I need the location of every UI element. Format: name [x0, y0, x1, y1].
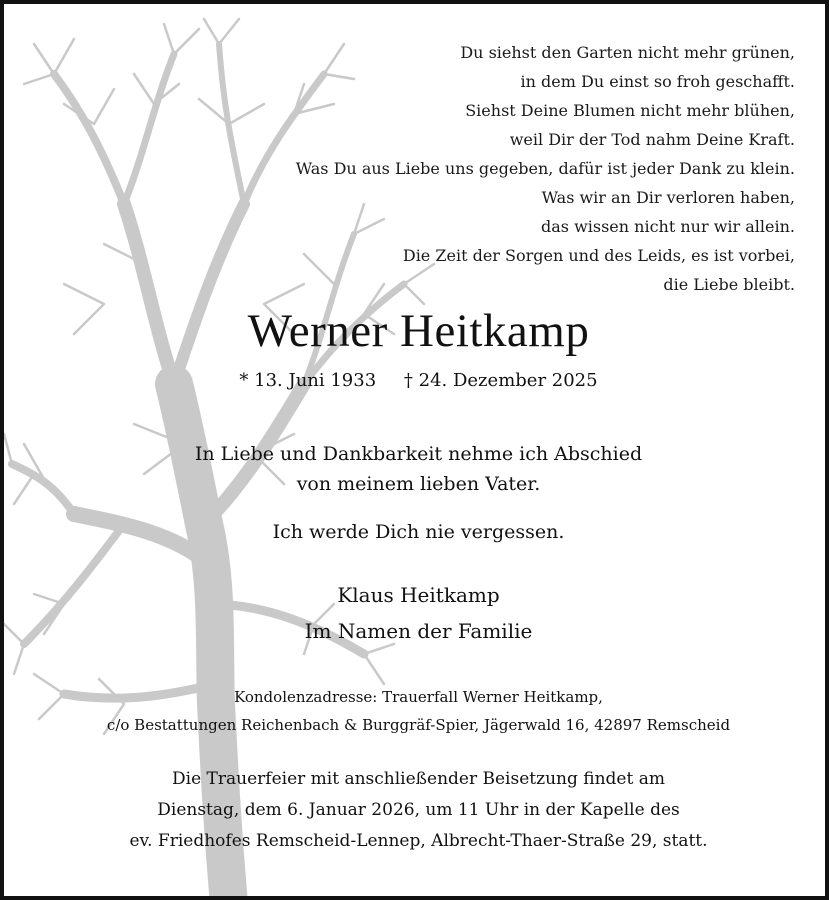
farewell-text	[4, 439, 829, 499]
never-forget-text: Ich werde Dich nie vergessen.	[272, 521, 565, 543]
poem-line: das wissen nicht nur wir allein.	[540, 217, 795, 236]
signer-name: Klaus Heitkamp	[337, 583, 500, 607]
farewell-line: In Liebe und Dankbarkeit nehme ich Abschied	[194, 443, 643, 465]
poem-line: Was wir an Dir verloren haben,	[541, 188, 795, 207]
poem-line: weil Dir der Tod nahm Deine Kraft.	[509, 130, 795, 149]
poem-line: Du siehst den Garten nicht mehr grünen,	[460, 43, 795, 62]
service-line: Dienstag, dem 6. Januar 2026, um 11 Uhr in der Kapelle des	[157, 800, 680, 820]
condolence-line: c/o Bestattungen Reichenbach & Burggräf-Spier, Jägerwald 16, 42897 Remscheid	[106, 716, 731, 734]
farewell-line: von meinem lieben Vater.	[296, 473, 541, 495]
service-line: Die Trauerfeier mit anschließender Beisetzung findet am	[172, 769, 665, 789]
poem-line: in dem Du einst so froh geschafft.	[520, 72, 795, 91]
condolence-address	[4, 683, 829, 739]
signers	[4, 577, 829, 649]
poem-line: Die Zeit der Sorgen und des Leids, es ist vorbei,	[402, 246, 795, 265]
birth-date: * 13. Juni 1933	[239, 370, 377, 391]
service-line: ev. Friedhofes Remscheid-Lennep, Albrecht-Thaer-Straße 29, statt.	[129, 831, 708, 851]
signer-family: Im Namen der Familie	[304, 619, 533, 643]
poem-line: Siehst Deine Blumen nicht mehr blühen,	[465, 101, 795, 120]
poem	[296, 38, 795, 299]
poem-line: die Liebe bleibt.	[663, 275, 795, 294]
deceased-name: Werner Heitkamp	[247, 305, 590, 357]
poem-line: Was Du aus Liebe uns gegeben, dafür ist jeder Dank zu klein.	[295, 159, 795, 178]
life-dates	[4, 370, 829, 391]
death-date: † 24. Dezember 2025	[403, 370, 598, 391]
funeral-service-info	[4, 764, 829, 857]
condolence-line: Kondolenzadresse: Trauerfall Werner Heitkamp,	[234, 688, 603, 706]
